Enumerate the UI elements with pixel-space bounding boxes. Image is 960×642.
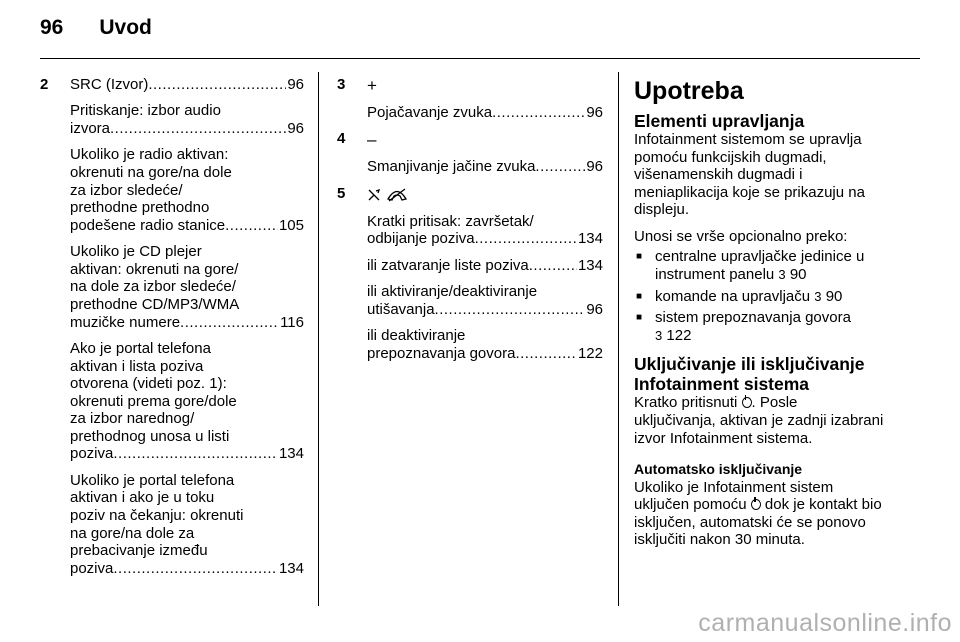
power-icon xyxy=(742,397,752,408)
page-reference: 134 xyxy=(577,256,603,274)
page-reference: 122 xyxy=(666,326,692,344)
item-number: 5 xyxy=(337,184,346,202)
page-reference: 96 xyxy=(586,158,603,176)
voice-command-icon xyxy=(367,188,381,202)
minus-symbol: – xyxy=(367,130,377,150)
page-title: Uvod xyxy=(99,16,152,39)
page-number: 96 xyxy=(40,16,64,39)
text-line: prethodnog unosa u listi xyxy=(70,427,230,445)
text-line: prethodne CD/MP3/WMA xyxy=(70,295,240,313)
text-line: aktivan i lista poziva xyxy=(70,357,204,375)
leader-line: odbijanje poziva ..... 134 xyxy=(367,230,603,248)
power-icon xyxy=(751,499,761,510)
leader-line: ili zatvaranje liste poziva ..... 134 xyxy=(367,257,603,275)
text-line: Ukoliko je portal telefona xyxy=(70,471,235,489)
page-reference: 116 xyxy=(280,313,304,331)
text-line: na dole za izbor sledeće/ xyxy=(70,278,236,296)
section-body: Ukoliko je Infotainment sistem uključen pomoću dok je kontakt bio isključen, automatski će se ponovo isključiti nakon 30 minuta. xyxy=(634,478,882,549)
leader-line: izvora ..... 96 xyxy=(70,120,304,138)
leader-line: Pojačavanje zvuka ..... 96 xyxy=(367,104,603,122)
text-line: Unosi se vrše opcionalno preko: xyxy=(634,227,848,245)
leader-line: muzičke numere ..... 116 xyxy=(70,314,304,332)
leader-line: prepoznavanja govora ..... 122 xyxy=(367,345,603,363)
page-ref-icon: 3 xyxy=(814,288,822,304)
column-separator xyxy=(618,72,619,606)
section-heading: Uključivanje ili isključivanje xyxy=(634,354,865,375)
leader-line: poziva ..... 134 xyxy=(70,560,304,578)
column-separator xyxy=(318,72,319,606)
section-heading: Infotainment sistema xyxy=(634,374,810,395)
leader-line: SRC (Izvor) ..... 96 xyxy=(70,76,304,94)
text-line: ili aktiviranje/deaktiviranje xyxy=(367,283,538,301)
watermark: carmanualsonline.info xyxy=(698,609,952,637)
text-line: Ako je portal telefona xyxy=(70,339,211,357)
text-line: Ukoliko je CD plejer xyxy=(70,243,202,261)
bullet-item: ■ komande na upravljaču 3 90 xyxy=(636,287,843,305)
page-reference: 134 xyxy=(278,445,304,463)
text-line: pomoću funkcijskih dugmadi, xyxy=(634,148,827,166)
leader-line: poziva ..... 134 xyxy=(70,445,304,463)
section-heading: Elementi upravljanja xyxy=(634,111,805,131)
item-3 xyxy=(337,76,603,130)
text-line: za izbor narednog/ xyxy=(70,410,195,428)
text-line: za izbor sledeće/ xyxy=(70,181,183,199)
text-line: meniaplikacija koje se prikazuju na xyxy=(634,183,865,201)
phone-handset-icon xyxy=(386,188,408,202)
text-line: na gore/na dole za xyxy=(70,524,195,542)
item-2-description xyxy=(70,76,304,586)
item-2 xyxy=(40,76,304,586)
text-line: višenamenskih dugmadi i xyxy=(634,166,803,184)
text-line: aktivan i ako je u toku xyxy=(70,489,215,507)
page-reference: 90 xyxy=(789,265,807,283)
page-ref-icon: 3 xyxy=(778,266,786,282)
text-line: otvorena (videti poz. 1): xyxy=(70,375,227,393)
column-1 xyxy=(40,76,304,586)
page-reference: 90 xyxy=(825,287,843,305)
page-ref-icon: 3 xyxy=(655,327,663,343)
header-rule xyxy=(40,58,920,59)
text-line: Infotainment sistemom se upravlja xyxy=(634,131,862,148)
page-reference: 134 xyxy=(577,230,603,248)
bullet-marker: ■ xyxy=(636,251,643,263)
page-reference: 96 xyxy=(586,104,603,121)
leader-line: Smanjivanje jačine zvuka ..... 96 xyxy=(367,158,603,176)
item-number: 2 xyxy=(40,76,49,93)
text-line: okrenuti prema gore/dole xyxy=(70,392,237,410)
text-line: ili deaktiviranje xyxy=(367,327,466,345)
page-reference: 122 xyxy=(577,344,603,362)
text-line: Ukoliko je radio aktivan: xyxy=(70,146,229,164)
page-reference: 96 xyxy=(586,300,603,318)
text-line: okrenuti na gore/na dole xyxy=(70,163,232,181)
text-line: Kratki pritisak: završetak/ xyxy=(367,212,534,230)
section-body xyxy=(634,131,914,219)
item-number: 4 xyxy=(337,130,346,148)
bullet-item: ■ sistem prepoznavanja govora 3 122 xyxy=(636,309,851,344)
item-number: 3 xyxy=(337,76,346,93)
page-reference: 96 xyxy=(287,119,304,137)
leader-line: podešene radio stanice ..... 105 xyxy=(70,217,304,235)
text-line: poziv na čekanju: okrenuti xyxy=(70,507,244,525)
page-reference: 105 xyxy=(278,216,304,234)
text-line: prethodne prethodno xyxy=(70,199,210,217)
bullet-marker: ■ xyxy=(636,312,643,324)
section-body: Kratko pritisnuti . Posle uključivanja, aktivan je zadnji izabrani izvor Infotainment sistema. xyxy=(634,394,884,447)
item-4 xyxy=(337,130,603,184)
page-reference: 96 xyxy=(287,76,304,93)
item-5 xyxy=(337,185,603,371)
bullet-marker: ■ xyxy=(636,290,643,302)
plus-symbol: + xyxy=(367,76,377,95)
subsection-heading: Automatsko isključivanje xyxy=(634,461,803,478)
text-line: Pritiskanje: izbor audio xyxy=(70,102,221,120)
bullet-item: ■ centralne upravljačke jedinice u instrument panelu 3 90 xyxy=(636,248,865,283)
page-header xyxy=(40,16,152,50)
column-2 xyxy=(337,76,603,371)
leader-line: utišavanja ..... 96 xyxy=(367,301,603,319)
text-line: prebacivanje između xyxy=(70,542,208,560)
text-line: aktivan: okrenuti na gore/ xyxy=(70,260,239,278)
column-3 xyxy=(634,76,914,549)
section-title: Upotreba xyxy=(634,77,744,105)
text-line: displeju. xyxy=(634,201,690,219)
page-reference: 134 xyxy=(278,559,304,577)
item-5-symbols xyxy=(367,185,603,205)
